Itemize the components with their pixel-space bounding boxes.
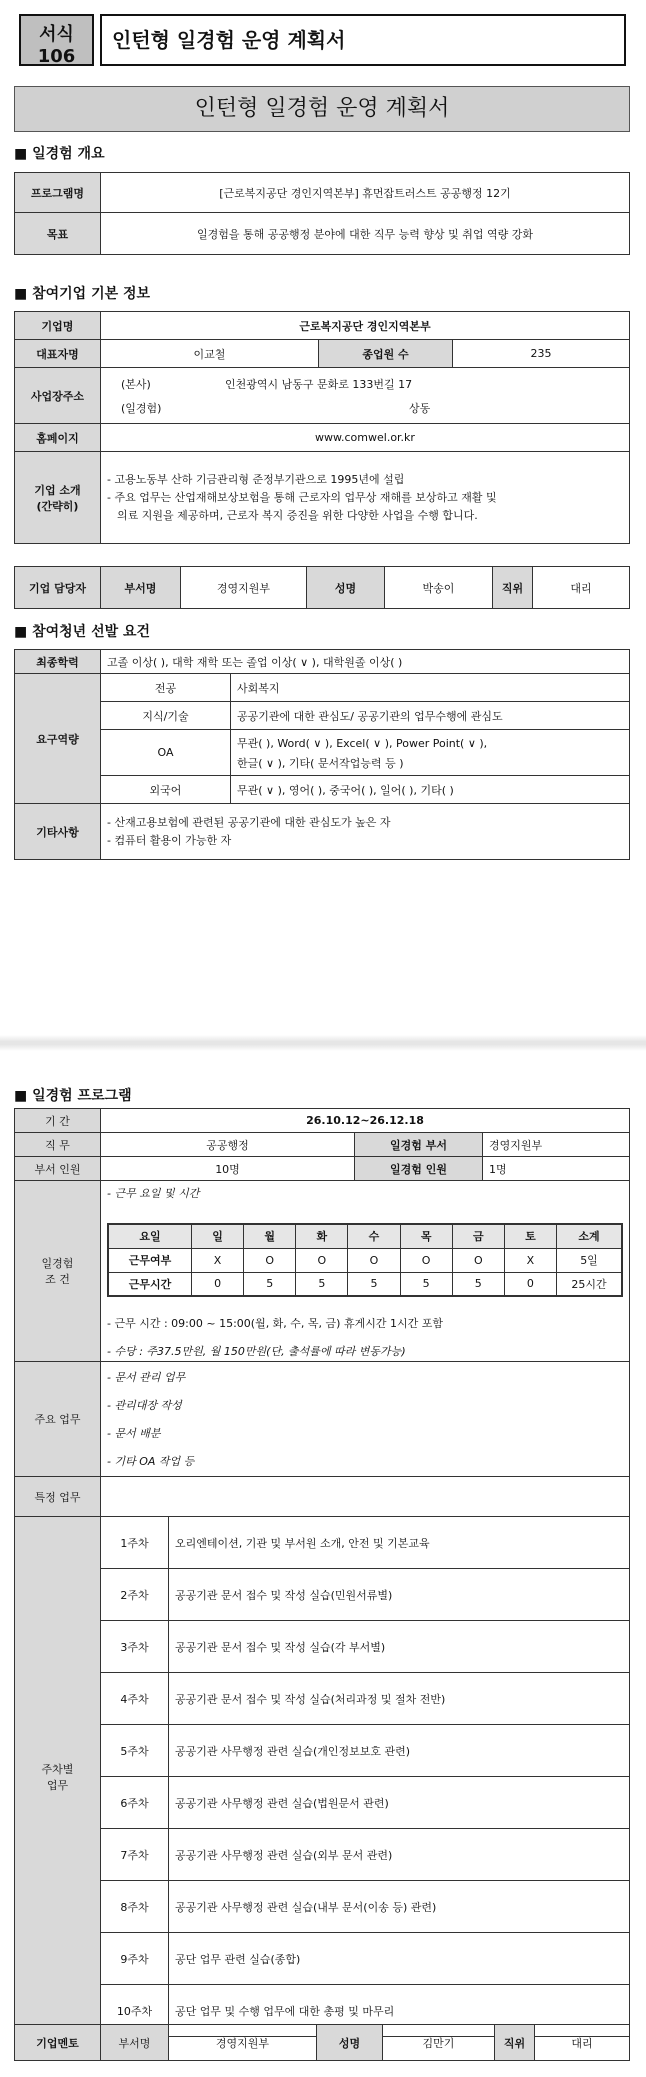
knowledge-label: 지식/기술 (101, 702, 231, 730)
job-label: 직 무 (15, 1133, 101, 1157)
job-value: 공공행정 (101, 1133, 355, 1157)
pay: - 수당 : 주37.5만원, 월 150만원(단, 출석률에 따라 변동가능) (107, 1345, 406, 1358)
week-task: 공공기관 사무행정 관련 실습(법원문서 관련) (169, 1777, 630, 1829)
week-label: 3주차 (101, 1621, 169, 1673)
section-overview-title: ■ 일경험 개요 (14, 146, 105, 162)
weekly-label-2: 업무 (46, 1778, 69, 1792)
addr-work: 상동 (409, 401, 431, 415)
duty-item: - 기타 OA 작업 등 (107, 1455, 195, 1468)
week-label: 10주차 (101, 1985, 169, 2037)
rep-label: 대표자명 (15, 340, 101, 368)
goal-value: 일경험을 통해 공공행정 분야에 대한 직무 능력 향상 및 취업 역량 강화 (101, 213, 630, 255)
weekly-label-1: 주차별 (41, 1762, 74, 1776)
manager-dept-value: 경영지원부 (181, 567, 307, 609)
section-company-title: ■ 참여기업 기본 정보 (14, 286, 151, 302)
manager-name-value: 박송이 (385, 567, 493, 609)
mentor-title-value: 대리 (535, 2025, 630, 2061)
week-label: 8주차 (101, 1881, 169, 1933)
week-label: 9주차 (101, 1933, 169, 1985)
manager-table (14, 566, 630, 609)
main-title: 인턴형 일경험 운영 계획서 (14, 86, 630, 132)
schedule-cell: 0 (504, 1272, 556, 1296)
week-label: 4주차 (101, 1673, 169, 1725)
web-label: 홈페이지 (15, 424, 101, 452)
mentor-name-label: 성명 (317, 2025, 383, 2061)
requirements-table (14, 649, 630, 860)
week-task: 공단 업무 관련 실습(종합) (169, 1933, 630, 1985)
work-hours: - 근무 시간 : 09:00 ~ 15:00(월, 화, 수, 목, 금) 휴게시간 1시간 포함 (107, 1317, 443, 1330)
week-task: 공공기관 문서 접수 및 작성 실습(민원서류별) (169, 1569, 630, 1621)
manager-label: 기업 담당자 (15, 567, 101, 609)
intro-label-2: (간략히) (36, 499, 79, 513)
schedule-cell: 5일 (557, 1248, 623, 1272)
dept-label: 일경험 부서 (355, 1133, 483, 1157)
header-title: 인턴형 일경험 운영 계획서 (112, 28, 346, 52)
schedule-cell: X (192, 1248, 244, 1272)
manager-name-label: 성명 (307, 567, 385, 609)
schedule-row (108, 1248, 622, 1272)
mentor-label: 기업멘토 (15, 2025, 101, 2061)
week-task: 공공기관 문서 접수 및 작성 실습(처리과정 및 절차 전반) (169, 1673, 630, 1725)
special-label: 특정 업무 (15, 1477, 101, 1517)
manager-dept-label: 부서명 (101, 567, 181, 609)
duty-item: - 관리대장 작성 (107, 1399, 182, 1412)
intro-line: - 주요 업무는 산업재해보상보험을 통해 근로자의 업무상 재해를 보상하고 재활 및 (107, 490, 497, 504)
schedule-header-cell: 토 (504, 1224, 556, 1248)
schedule-header-cell: 일 (192, 1224, 244, 1248)
mentor-dept-label: 부서명 (101, 2025, 169, 2061)
schedule-header-cell: 목 (400, 1224, 452, 1248)
schedule-header-cell: 월 (244, 1224, 296, 1248)
company-name-value: 근로복지공단 경인지역본부 (101, 312, 630, 340)
week-label: 2주차 (101, 1569, 169, 1621)
lang-value: 무관( ∨ ), 영어( ), 중국어( ), 일어( ), 기타( ) (231, 776, 630, 804)
comp-label: 요구역량 (15, 674, 101, 804)
edu-label: 최종학력 (15, 650, 101, 674)
addr-label: 사업장주소 (15, 368, 101, 424)
schedule-table (107, 1223, 623, 1297)
major-label: 전공 (101, 674, 231, 702)
staff-label: 부서 인원 (15, 1157, 101, 1181)
mentor-title-label: 직위 (495, 2025, 535, 2061)
company-name-label: 기업명 (15, 312, 101, 340)
lang-label: 외국어 (101, 776, 231, 804)
program-value: [근로복지공단 경인지역본부] 휴먼잡트러스트 공공행정 12기 (101, 173, 630, 213)
schedule-cell: O (244, 1248, 296, 1272)
intro-label (15, 452, 101, 544)
schedule-cell: 5 (296, 1272, 348, 1296)
schedule-cell: X (504, 1248, 556, 1272)
week-label: 7주차 (101, 1829, 169, 1881)
section-program-title: ■ 일경험 프로그램 (14, 1088, 132, 1104)
rep-value: 이교철 (101, 340, 319, 368)
week-label: 6주차 (101, 1777, 169, 1829)
schedule-row (108, 1272, 622, 1296)
intro-label-1: 기업 소개 (34, 483, 81, 497)
week-label: 1주차 (101, 1517, 169, 1569)
schedule-cell: 5 (400, 1272, 452, 1296)
etc-value (101, 804, 630, 860)
form-badge-line2: 106 (37, 46, 76, 67)
form-badge-line1: 서식 (39, 24, 74, 45)
weekly-label (15, 1517, 101, 2037)
knowledge-value: 공공기관에 대한 관심도/ 공공기관의 업무수행에 관심도 (231, 702, 630, 730)
special-value (101, 1477, 630, 1517)
goal-label: 목표 (15, 213, 101, 255)
week-task: 공단 업무 및 수행 업무에 대한 총평 및 마무리 (169, 1985, 630, 2037)
schedule-header-row (108, 1224, 622, 1248)
company-table (14, 311, 630, 544)
staff-value: 10명 (101, 1157, 355, 1181)
section-requirements-title: ■ 참여청년 선발 요건 (14, 624, 151, 640)
schedule-cell: 5 (244, 1272, 296, 1296)
schedule-header-cell: 소계 (557, 1224, 623, 1248)
duties-label: 주요 업무 (15, 1362, 101, 1477)
schedule-cell: 0 (192, 1272, 244, 1296)
mentor-dept-value: 경영지원부 (169, 2025, 317, 2061)
week-task: 공공기관 사무행정 관련 실습(내부 문서(이송 등) 관련) (169, 1881, 630, 1933)
week-label: 5주차 (101, 1725, 169, 1777)
duty-item: - 문서 배분 (107, 1427, 161, 1440)
period-value: 26.10.12~26.12.18 (101, 1109, 630, 1133)
intro-line: - 고용노동부 산하 기금관리형 준정부기관으로 1995년에 설립 (107, 472, 405, 486)
cond-cell (101, 1181, 630, 1362)
cond-label (15, 1181, 101, 1362)
oa-value (231, 730, 630, 776)
oa-value-1: 무관( ), Word( ∨ ), Excel( ∨ ), Power Point( ∨ ), (237, 736, 488, 750)
addr-work-tag: (일경험) (121, 401, 162, 415)
schedule-cell: 5 (452, 1272, 504, 1296)
week-task: 공공기관 문서 접수 및 작성 실습(각 부서별) (169, 1621, 630, 1673)
week-task: 오리엔테이션, 기관 및 부서원 소개, 안전 및 기본교육 (169, 1517, 630, 1569)
edu-value: 고졸 이상( ), 대학 재학 또는 졸업 이상( ∨ ), 대학원졸 이상( ) (101, 650, 630, 674)
addr-main: 인천광역시 남동구 문화로 133번길 17 (225, 377, 413, 391)
mentor-name-value: 김만기 (383, 2025, 495, 2061)
cond-heading: - 근무 요일 및 시간 (107, 1187, 200, 1200)
web-value[interactable]: www.comwel.or.kr (101, 424, 630, 452)
major-value: 사회복지 (231, 674, 630, 702)
schedule-cell: O (452, 1248, 504, 1272)
week-task: 공공기관 사무행정 관련 실습(외부 문서 관련) (169, 1829, 630, 1881)
intro-line: 의료 지원을 제공하며, 근로자 복지 증진을 위한 다양한 사업을 수행 합니다. (117, 508, 478, 522)
oa-value-2: 한글( ∨ ), 기타( 문서작업능력 등 ) (237, 756, 404, 770)
manager-title-label: 직위 (493, 567, 533, 609)
trainee-value: 1명 (483, 1157, 630, 1181)
schedule-header-cell: 요일 (108, 1224, 192, 1248)
duty-item: - 문서 관리 업무 (107, 1371, 186, 1384)
schedule-cell: 근무시간 (108, 1272, 192, 1296)
etc-line: - 산재고용보험에 관련된 공공기관에 대한 관심도가 높은 자 (107, 815, 391, 829)
manager-title-value: 대리 (533, 567, 630, 609)
schedule-header-cell: 금 (452, 1224, 504, 1248)
oa-label: OA (101, 730, 231, 776)
header-title-box (100, 14, 626, 66)
emp-label: 종업원 수 (319, 340, 453, 368)
cond-label-2: 조 건 (45, 1273, 70, 1286)
page-separator (0, 1035, 646, 1051)
program-label: 프로그램명 (15, 173, 101, 213)
form-badge (19, 14, 94, 66)
etc-label: 기타사항 (15, 804, 101, 860)
schedule-cell: 근무여부 (108, 1248, 192, 1272)
schedule-cell: O (400, 1248, 452, 1272)
intro-text (101, 452, 630, 544)
emp-value: 235 (453, 340, 630, 368)
schedule-cell: 25시간 (557, 1272, 623, 1296)
mentor-table (14, 2024, 630, 2061)
addr-main-tag: (본사) (121, 377, 151, 391)
dept-value: 경영지원부 (483, 1133, 630, 1157)
duties-cell (101, 1362, 630, 1477)
addr-cell (101, 368, 630, 424)
schedule-cell: 5 (348, 1272, 400, 1296)
period-label: 기 간 (15, 1109, 101, 1133)
schedule-cell: O (348, 1248, 400, 1272)
trainee-label: 일경험 인원 (355, 1157, 483, 1181)
schedule-header-cell: 화 (296, 1224, 348, 1248)
schedule-header-cell: 수 (348, 1224, 400, 1248)
cond-label-1: 일경험 (41, 1257, 74, 1270)
week-task: 공공기관 사무행정 관련 실습(개인정보보호 관련) (169, 1725, 630, 1777)
schedule-cell: O (296, 1248, 348, 1272)
overview-table (14, 172, 630, 255)
etc-line: - 컴퓨터 활용이 가능한 자 (107, 833, 232, 847)
program-table (14, 1108, 630, 2037)
